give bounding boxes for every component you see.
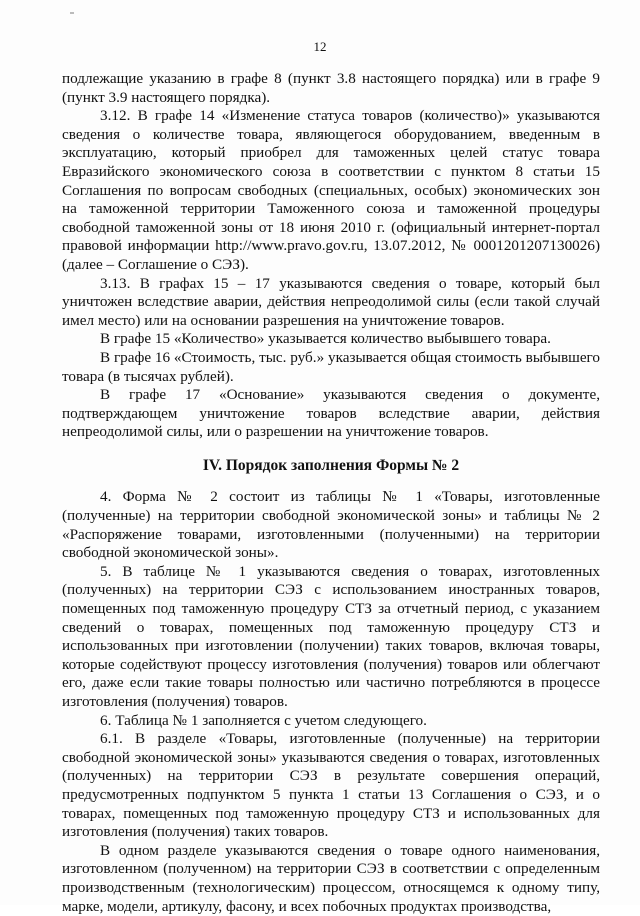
page-number: 12 bbox=[313, 39, 327, 54]
paragraph-5: 5. В таблице № 1 указываются сведения о товарах, изготовленных (полученных) на территории СЭЗ с использованием иностранных товаров, помещенных под таможенную процедуру СТЗ за отчетный период, с указанием сведений о товарах, помещенных под таможенную процедуру СТЗ и использованных при изготовлении (получении) таких товаров, включая товары, которые содействуют процессу изготовления (получения) товаров или облегчают его, даже если такие товары полностью или частично потребляются в процессе изготовления (получения) товаров. bbox=[62, 562, 600, 710]
paragraph-4: 4. Форма № 2 состоит из таблицы № 1 «Товары, изготовленные (полученные) на территории свободной экономической зоны» и таблицы № 2 «Распоряжение товарами, изготовленными (полученными) на территории свободной экономической зоны». bbox=[62, 488, 600, 562]
paragraph-column-17: В графе 17 «Основание» указываются сведения о документе, подтверждающем уничтожение товаров вследствие аварии, действия непреодолимой силы, или о разрешении на уничтожение товаров. bbox=[62, 386, 600, 441]
paragraph-column-15: В графе 15 «Количество» указывается количество выбывшего товара. bbox=[100, 330, 551, 348]
document-body bbox=[62, 70, 600, 916]
paragraph-6-1: 6.1. В разделе «Товары, изготовленные (полученные) на территории свободной экономической зоны» указываются сведения о товарах, изготовленных (полученных) на территории СЭЗ в результате совершения операций, предусмотренных подпунктом 5 пункта 1 статьи 13 Соглашения о СЭЗ, и о товарах, помещенных под таможенную процедуру СТЗ и использованных для изготовления (получения) таких товаров. bbox=[62, 730, 600, 841]
section-heading-iv: IV. Порядок заполнения Формы № 2 bbox=[202, 456, 460, 474]
paragraph-continuation: подлежащие указанию в графе 8 (пункт 3.8 настоящего порядка) или в графе 9 (пункт 3.9 настоящего порядка). bbox=[62, 70, 600, 106]
paragraph-single-section: В одном разделе указываются сведения о товаре одного наименования, изготовленном (полученном) на территории СЭЗ в соответствии с определенным производственным (технологическим) процессом, относящемся к одному типу, марке, модели, артикулу, фасону, и всех побочных продуктах производства, bbox=[62, 841, 600, 915]
paragraph-column-16: В графе 16 «Стоимость, тыс. руб.» указывается общая стоимость выбывшего товара (в тысячах рублей). bbox=[62, 348, 600, 385]
paragraph-3-13: 3.13. В графах 15 – 17 указываются сведения о товаре, который был уничтожен вследствие аварии, действия непреодолимой силы (если такой случай имел место) или на основании разрешения на уничтожение товаров. bbox=[62, 274, 600, 329]
scan-mark bbox=[70, 12, 74, 14]
paragraph-6: 6. Таблица № 1 заполняется с учетом следующего. bbox=[100, 711, 427, 729]
paragraph-3-12: 3.12. В графе 14 «Изменение статуса товаров (количество)» указываются сведения о количестве товара, являющегося оборудованием, введенным в эксплуатацию, который приобрел для таможенных целей статус товара Евразийского экономического союза в соответствии с пунктом 8 статьи 15 Соглашения по вопросам свободных (специальных, особых) экономических зон на таможенной территории Таможенного союза и таможенной процедуры свободной таможенной зоны от 18 июня 2010 г. (официальный интернет-портал правовой информации http://www.pravo.gov.ru, 13.07.2012, № 0001201207130026) (далее – Соглашение о СЭЗ). bbox=[62, 107, 600, 273]
